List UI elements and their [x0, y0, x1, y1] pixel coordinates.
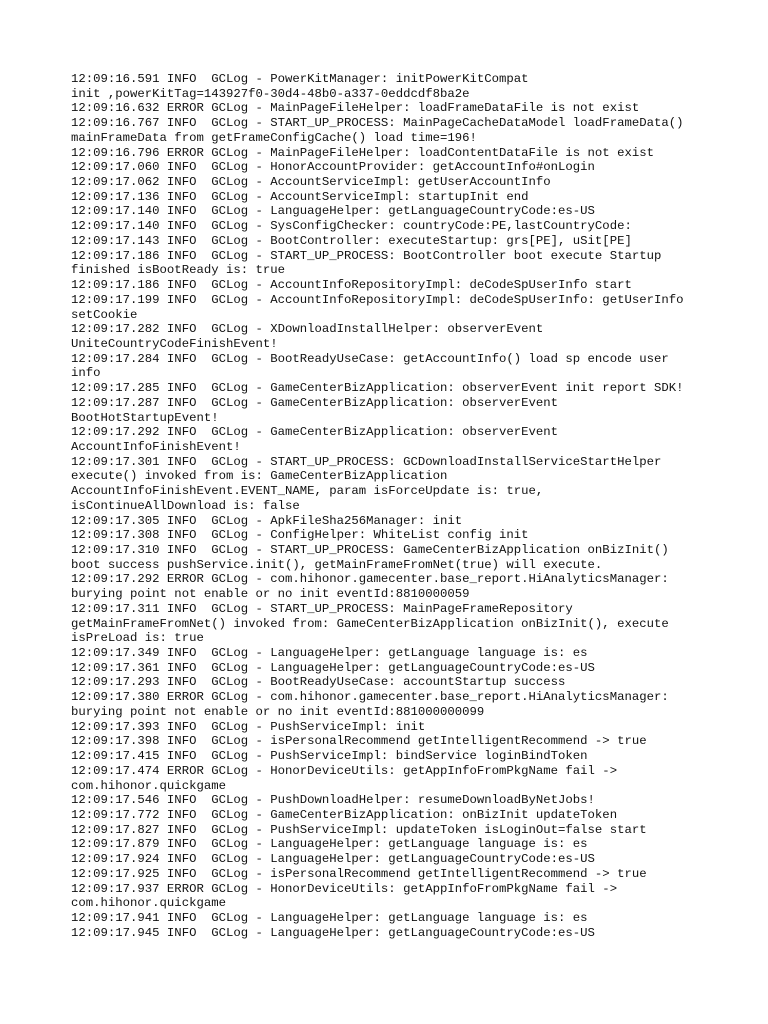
- log-line: burying point not enable or no init eventId:8810000059: [71, 587, 470, 602]
- log-line: 12:09:17.292 ERROR GCLog - com.hihonor.gamecenter.base_report.HiAnalyticsManager:: [71, 572, 669, 587]
- log-line: 12:09:16.767 INFO GCLog - START_UP_PROCESS: MainPageCacheDataModel loadFrameData(): [71, 116, 684, 131]
- log-line: 12:09:17.143 INFO GCLog - BootController: executeStartup: grs[PE], uSit[PE]: [71, 233, 632, 248]
- log-line: boot success pushService.init(), getMainFrameFromNet(true) will execute.: [71, 557, 603, 572]
- log-line: isPreLoad is: true: [71, 631, 204, 646]
- log-line: AccountInfoFinishEvent.EVENT_NAME, param isForceUpdate is: true,: [71, 484, 544, 499]
- log-line: execute() invoked from is: GameCenterBizApplication: [71, 469, 448, 484]
- log-line: 12:09:17.415 INFO GCLog - PushServiceImpl: bindService loginBindToken: [71, 749, 588, 764]
- log-text-block: [71, 72, 711, 940]
- log-line: 12:09:17.305 INFO GCLog - ApkFileSha256Manager: init: [71, 513, 463, 528]
- log-line: info: [71, 366, 101, 381]
- log-line: 12:09:17.937 ERROR GCLog - HonorDeviceUtils: getAppInfoFromPkgName fail ->: [71, 881, 618, 896]
- log-line: 12:09:17.474 ERROR GCLog - HonorDeviceUtils: getAppInfoFromPkgName fail ->: [71, 763, 618, 778]
- log-line: 12:09:17.349 INFO GCLog - LanguageHelper: getLanguage language is: es: [71, 646, 588, 661]
- log-line: mainFrameData from getFrameConfigCache() load time=196!: [71, 130, 477, 145]
- log-line: 12:09:17.772 INFO GCLog - GameCenterBizApplication: onBizInit updateToken: [71, 807, 618, 822]
- log-line: UniteCountryCodeFinishEvent!: [71, 336, 278, 351]
- log-line: 12:09:16.796 ERROR GCLog - MainPageFileHelper: loadContentDataFile is not exist: [71, 145, 654, 160]
- log-line: 12:09:17.925 INFO GCLog - isPersonalRecommend getIntelligentRecommend -> true: [71, 866, 647, 881]
- log-line: 12:09:17.361 INFO GCLog - LanguageHelper: getLanguageCountryCode:es-US: [71, 660, 595, 675]
- log-line: 12:09:17.062 INFO GCLog - AccountServiceImpl: getUserAccountInfo: [71, 175, 551, 190]
- log-line: init ,powerKitTag=143927f0-30d4-48b0-a337-0eddcdf8ba2e: [71, 86, 470, 101]
- log-line: 12:09:16.591 INFO GCLog - PowerKitManager: initPowerKitCompat: [71, 72, 529, 86]
- log-line: 12:09:17.287 INFO GCLog - GameCenterBizApplication: observerEvent: [71, 395, 559, 410]
- log-line: AccountInfoFinishEvent!: [71, 439, 241, 454]
- log-line: 12:09:17.311 INFO GCLog - START_UP_PROCESS: MainPageFrameRepository: [71, 601, 573, 616]
- log-line: 12:09:17.186 INFO GCLog - START_UP_PROCESS: BootController boot execute Startup: [71, 248, 662, 263]
- log-line: 12:09:17.292 INFO GCLog - GameCenterBizApplication: observerEvent: [71, 425, 559, 440]
- log-line: 12:09:17.945 INFO GCLog - LanguageHelper: getLanguageCountryCode:es-US: [71, 925, 595, 940]
- log-line: isContinueAllDownload is: false: [71, 498, 300, 513]
- log-line: 12:09:17.393 INFO GCLog - PushServiceImpl: init: [71, 719, 426, 734]
- log-line: 12:09:17.136 INFO GCLog - AccountServiceImpl: startupInit end: [71, 189, 529, 204]
- log-line: getMainFrameFromNet() invoked from: GameCenterBizApplication onBizInit(), execute: [71, 616, 669, 631]
- log-line: 12:09:17.308 INFO GCLog - ConfigHelper: WhiteList config init: [71, 528, 529, 543]
- log-line: finished isBootReady is: true: [71, 263, 286, 278]
- log-line: 12:09:17.924 INFO GCLog - LanguageHelper: getLanguageCountryCode:es-US: [71, 852, 595, 867]
- log-line: 12:09:17.282 INFO GCLog - XDownloadInstallHelper: observerEvent: [71, 322, 544, 337]
- log-line: 12:09:17.380 ERROR GCLog - com.hihonor.gamecenter.base_report.HiAnalyticsManager:: [71, 690, 669, 705]
- log-line: 12:09:16.632 ERROR GCLog - MainPageFileHelper: loadFrameDataFile is not exist: [71, 101, 640, 116]
- log-line: burying point not enable or no init eventId:881000000099: [71, 704, 485, 719]
- log-line: BootHotStartupEvent!: [71, 410, 219, 425]
- log-line: com.hihonor.quickgame: [71, 778, 226, 793]
- log-line: 12:09:17.140 INFO GCLog - LanguageHelper: getLanguageCountryCode:es-US: [71, 204, 595, 219]
- log-line: 12:09:17.827 INFO GCLog - PushServiceImpl: updateToken isLoginOut=false start: [71, 822, 647, 837]
- log-line: 12:09:17.879 INFO GCLog - LanguageHelper: getLanguage language is: es: [71, 837, 588, 852]
- log-line: 12:09:17.301 INFO GCLog - START_UP_PROCESS: GCDownloadInstallServiceStartHelper: [71, 454, 662, 469]
- log-line: com.hihonor.quickgame: [71, 896, 226, 911]
- log-line: 12:09:17.293 INFO GCLog - BootReadyUseCase: accountStartup success: [71, 675, 566, 690]
- log-line: 12:09:17.310 INFO GCLog - START_UP_PROCESS: GameCenterBizApplication onBizInit(): [71, 543, 669, 557]
- log-line: 12:09:17.140 INFO GCLog - SysConfigChecker: countryCode:PE,lastCountryCode:: [71, 219, 632, 234]
- log-line: 12:09:17.199 INFO GCLog - AccountInfoRepositoryImpl: deCodeSpUserInfo: getUserInfo: [71, 292, 684, 307]
- log-line: 12:09:17.285 INFO GCLog - GameCenterBizApplication: observerEvent init report SDK!: [71, 381, 684, 396]
- log-line: 12:09:17.186 INFO GCLog - AccountInfoRepositoryImpl: deCodeSpUserInfo start: [71, 278, 632, 293]
- log-line: 12:09:17.284 INFO GCLog - BootReadyUseCase: getAccountInfo() load sp encode user: [71, 351, 669, 366]
- log-line: 12:09:17.546 INFO GCLog - PushDownloadHelper: resumeDownloadByNetJobs!: [71, 793, 595, 808]
- log-line: 12:09:17.398 INFO GCLog - isPersonalRecommend getIntelligentRecommend -> true: [71, 734, 647, 749]
- log-line: 12:09:17.941 INFO GCLog - LanguageHelper: getLanguage language is: es: [71, 910, 588, 925]
- log-line: setCookie: [71, 307, 138, 322]
- log-line: 12:09:17.060 INFO GCLog - HonorAccountProvider: getAccountInfo#onLogin: [71, 160, 595, 175]
